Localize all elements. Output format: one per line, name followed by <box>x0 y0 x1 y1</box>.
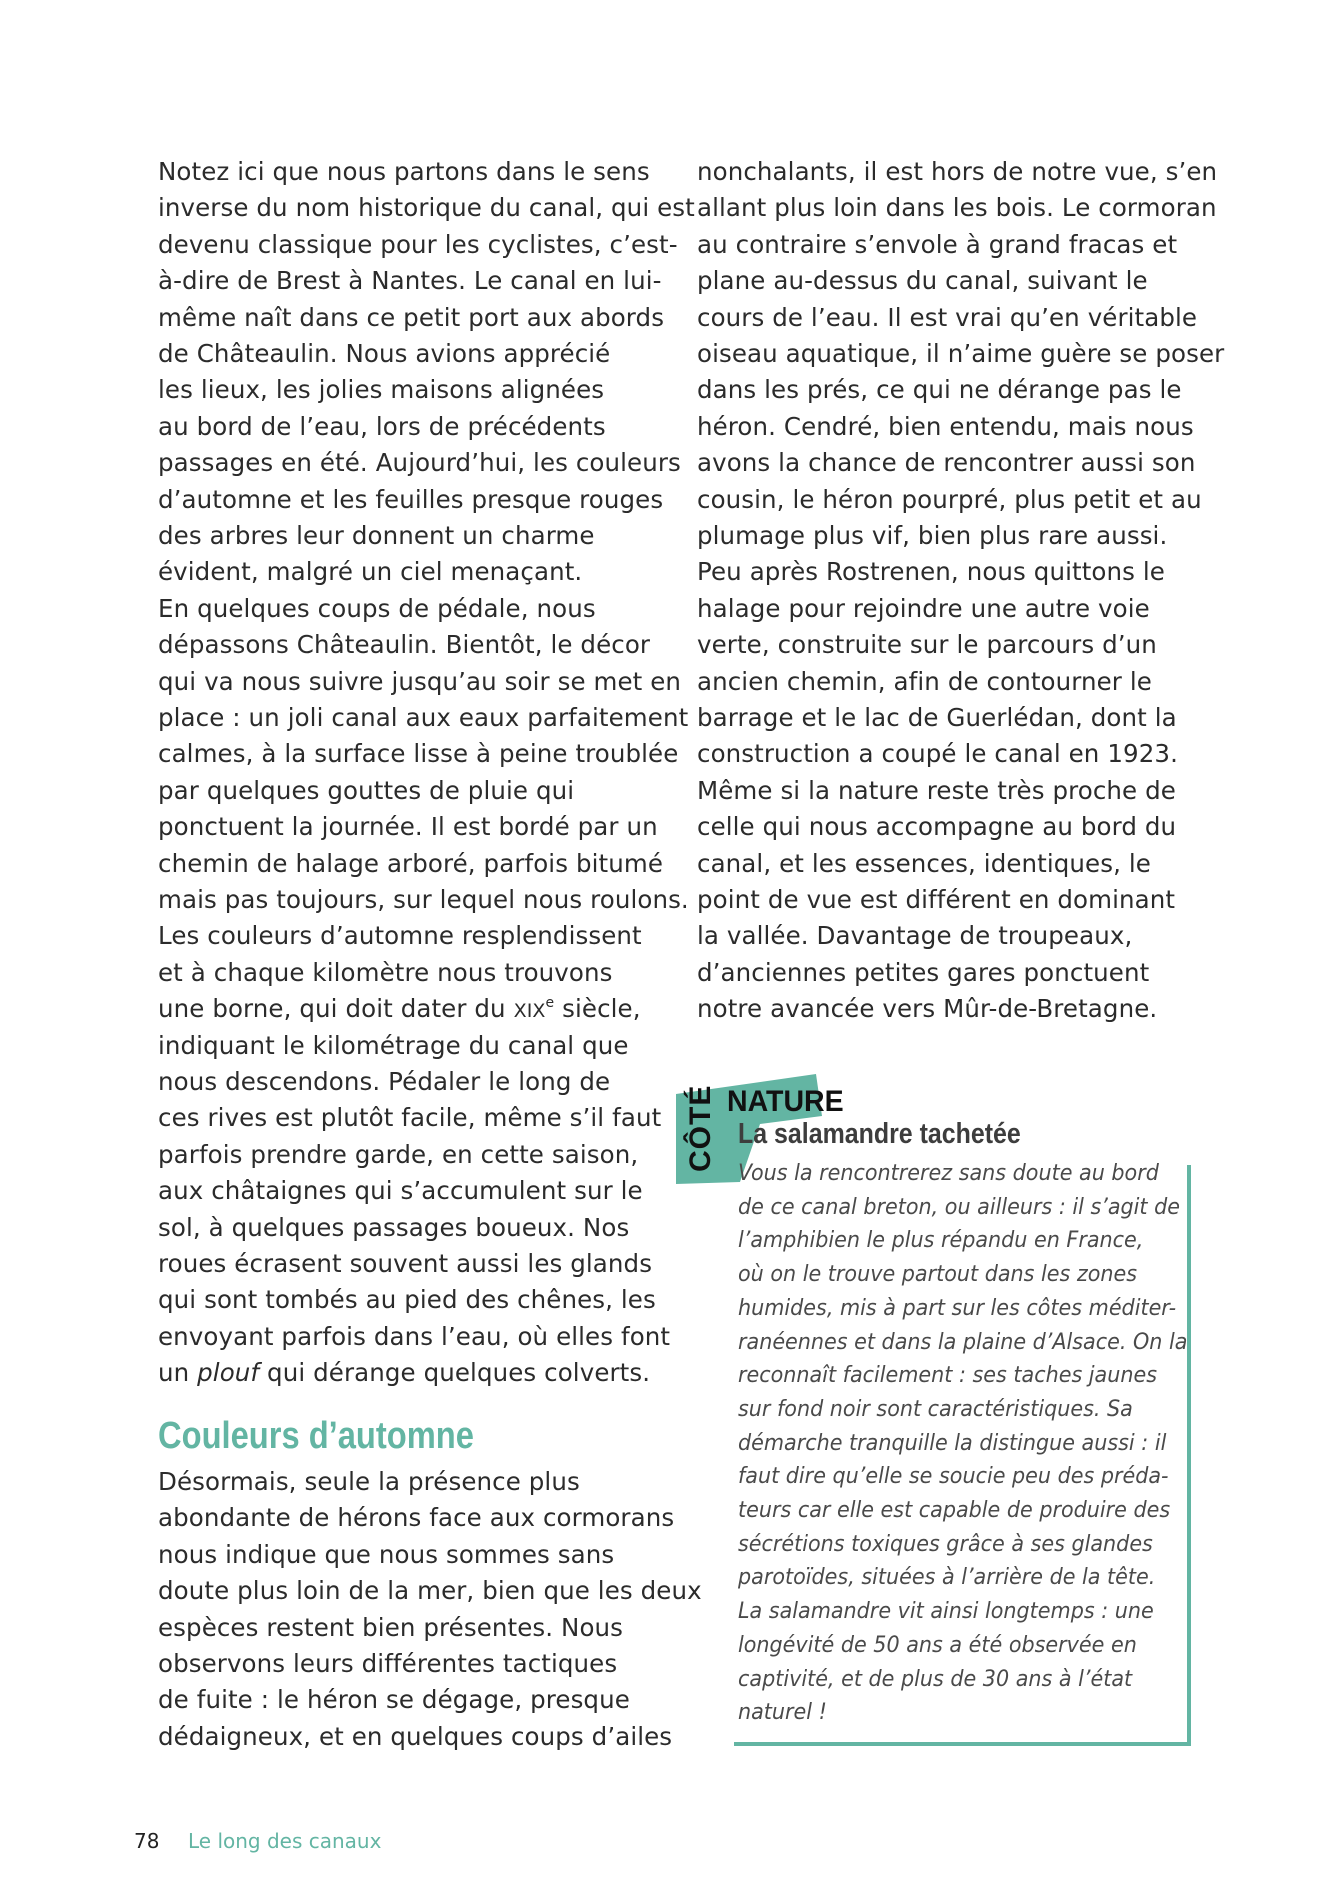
sidebar-line: sécrétions toxiques grâce à ses glandes <box>738 1530 1153 1557</box>
body-line: roues écrasent souvent aussi les glands <box>158 1249 653 1278</box>
sidebar-line: longévité de 50 ans a été observée en <box>738 1631 1137 1658</box>
body-line: oiseau aquatique, il n’aime guère se poser <box>697 339 1225 368</box>
sidebar-line: où on le trouve partout dans les zones <box>738 1261 1138 1288</box>
body-line: héron. Cendré, bien entendu, mais nous <box>697 411 1194 441</box>
body-line: cours de l’eau. Il est vrai qu’en véritable <box>697 302 1198 332</box>
sidebar-title: La salamandre tachetée <box>738 1118 1021 1150</box>
body-line: avons la chance de rencontrer aussi son <box>697 448 1196 478</box>
body-line-text: un <box>158 1358 198 1388</box>
sidebar-border-right <box>1187 1165 1191 1745</box>
body-line: la vallée. Davantage de troupeaux, <box>697 921 1133 951</box>
sidebar-line: de ce canal breton, ou ailleurs : il s’agit de <box>738 1193 1180 1220</box>
section-heading: Couleurs d’automne <box>158 1415 474 1457</box>
sidebar-line: captivité, et de plus de 30 ans à l’état <box>738 1665 1133 1692</box>
sidebar-line: faut dire qu’elle se soucie peu des préda- <box>738 1463 1169 1490</box>
body-line-text: siècle, <box>554 994 641 1024</box>
body-line: des arbres leur donnent un charme <box>158 521 595 550</box>
body-line: allant plus loin dans les bois. Le cormoran <box>697 193 1217 223</box>
body-line: au contraire s’envole à grand fracas et <box>697 229 1178 259</box>
sidebar-line: ranéennes et dans la plaine d’Alsace. On la <box>738 1328 1188 1355</box>
body-line: Peu après Rostrenen, nous quittons le <box>697 557 1165 587</box>
body-line: espèces restent bien présentes. Nous <box>158 1612 624 1642</box>
body-line: inverse du nom historique du canal, qui est <box>158 193 695 223</box>
body-line: plumage plus vif, bien plus rare aussi. <box>697 521 1168 550</box>
body-line: même naît dans ce petit port aux abords <box>158 302 665 332</box>
body-line: notre avancée vers Mûr-de-Bretagne. <box>697 994 1158 1024</box>
body-line-text: qui dérange quelques colverts. <box>259 1358 651 1388</box>
page-number: 78 <box>134 1829 160 1853</box>
body-line: mais pas toujours, sur lequel nous roulons. <box>158 885 689 914</box>
body-line: indiquant le kilométrage du canal que <box>158 1030 629 1060</box>
body-line: parfois prendre garde, en cette saison, <box>158 1139 639 1169</box>
superscript: e <box>545 995 555 1012</box>
sidebar-line: démarche tranquille la distingue aussi : il <box>738 1429 1167 1456</box>
body-line: et à chaque kilomètre nous trouvons <box>158 957 613 987</box>
body-line: qui va nous suivre jusqu’au soir se met en <box>158 666 682 696</box>
body-line: En quelques coups de pédale, nous <box>158 593 596 623</box>
body-line: dédaigneux, et en quelques coups d’ailes <box>158 1721 673 1751</box>
body-line: doute plus loin de la mer, bien que les deux <box>158 1576 702 1606</box>
chapter-title: Le long des canaux <box>188 1829 382 1853</box>
body-line: sol, à quelques passages boueux. Nos <box>158 1212 630 1242</box>
body-line: calmes, à la surface lisse à peine troublée <box>158 739 679 769</box>
body-line: Notez ici que nous partons dans le sens <box>158 157 650 186</box>
sidebar-line: La salamandre vit ainsi longtemps : une <box>738 1598 1154 1625</box>
body-line: d’anciennes petites gares ponctuent <box>697 957 1150 987</box>
body-line: cousin, le héron pourpré, plus petit et au <box>697 484 1202 514</box>
body-line: envoyant parfois dans l’eau, où elles font <box>158 1321 671 1351</box>
body-line: barrage et le lac de Guerlédan, dont la <box>697 703 1177 732</box>
body-line: place : un joli canal aux eaux parfaitement <box>158 703 689 732</box>
body-line: évident, malgré un ciel menaçant. <box>158 557 583 587</box>
body-line: au bord de l’eau, lors de précédents <box>158 411 606 441</box>
body-line: verte, construite sur le parcours d’un <box>697 630 1157 660</box>
body-line: d’automne et les feuilles presque rouges <box>158 484 664 514</box>
body-line: les lieux, les jolies maisons alignées <box>158 375 605 405</box>
body-line: halage pour rejoindre une autre voie <box>697 593 1150 623</box>
body-line: à-dire de Brest à Nantes. Le canal en lui- <box>158 266 662 296</box>
sidebar-line: naturel ! <box>738 1699 827 1726</box>
tag-cote: CÔTÉ <box>684 1084 717 1172</box>
body-line: passages en été. Aujourd’hui, les couleurs <box>158 448 681 478</box>
body-line: Les couleurs d’automne resplendissent <box>158 921 642 951</box>
body-line-text: une borne, qui doit dater du <box>158 994 514 1024</box>
body-line: nous indique que nous sommes sans <box>158 1539 615 1569</box>
sidebar-line: l’amphibien le plus répandu en France, <box>738 1227 1144 1254</box>
body-line <box>158 1355 650 1391</box>
body-line: nonchalants, il est hors de notre vue, s’en <box>697 157 1218 186</box>
body-line: nous descendons. Pédaler le long de <box>158 1067 611 1096</box>
body-line: ponctuent la journée. Il est bordé par un <box>158 812 658 842</box>
body-line <box>158 991 641 1029</box>
body-line: qui sont tombés au pied des chênes, les <box>158 1285 656 1315</box>
body-line: ces rives est plutôt facile, même s’il faut <box>158 1103 662 1133</box>
sidebar-line: teurs car elle est capable de produire des <box>738 1497 1171 1523</box>
body-line: de fuite : le héron se dégage, presque <box>158 1685 630 1715</box>
body-line: ancien chemin, afin de contourner le <box>697 666 1152 696</box>
roman-numeral: XIX <box>513 1000 546 1023</box>
sidebar-border-bottom <box>734 1742 1191 1746</box>
body-line: Même si la nature reste très proche de <box>697 775 1176 805</box>
body-line: de Châteaulin. Nous avions apprécié <box>158 339 611 368</box>
body-line: plane au-dessus du canal, suivant le <box>697 266 1148 296</box>
sidebar-line: sur fond noir sont caractéristiques. Sa <box>738 1395 1133 1422</box>
body-line: celle qui nous accompagne au bord du <box>697 812 1177 842</box>
body-line: construction a coupé le canal en 1923. <box>697 739 1178 769</box>
body-line: par quelques gouttes de pluie qui <box>158 775 575 805</box>
body-line: aux châtaignes qui s’accumulent sur le <box>158 1176 643 1206</box>
body-line: dépassons Châteaulin. Bientôt, le décor <box>158 630 651 660</box>
body-line: canal, et les essences, identiques, le <box>697 848 1151 878</box>
body-line: Désormais, seule la présence plus <box>158 1467 580 1496</box>
tag-nature: NATURE <box>727 1085 844 1118</box>
sidebar-line: parotoïdes, situées à l’arrière de la tête. <box>738 1564 1156 1591</box>
body-line: chemin de halage arboré, parfois bitumé <box>158 848 664 878</box>
body-line: point de vue est différent en dominant <box>697 885 1176 914</box>
sidebar-line: Vous la rencontrerez sans doute au bord <box>738 1160 1159 1186</box>
sidebar-line: reconnaît facilement : ses taches jaunes <box>738 1362 1158 1389</box>
body-line: devenu classique pour les cyclistes, c’est- <box>158 229 678 259</box>
body-line: dans les prés, ce qui ne dérange pas le <box>697 375 1182 405</box>
body-line: abondante de hérons face aux cormorans <box>158 1503 675 1533</box>
italic-word: plouf <box>197 1358 260 1388</box>
body-line: observons leurs différentes tactiques <box>158 1649 618 1678</box>
sidebar-line: humides, mis à part sur les côtes méditer- <box>738 1294 1177 1321</box>
